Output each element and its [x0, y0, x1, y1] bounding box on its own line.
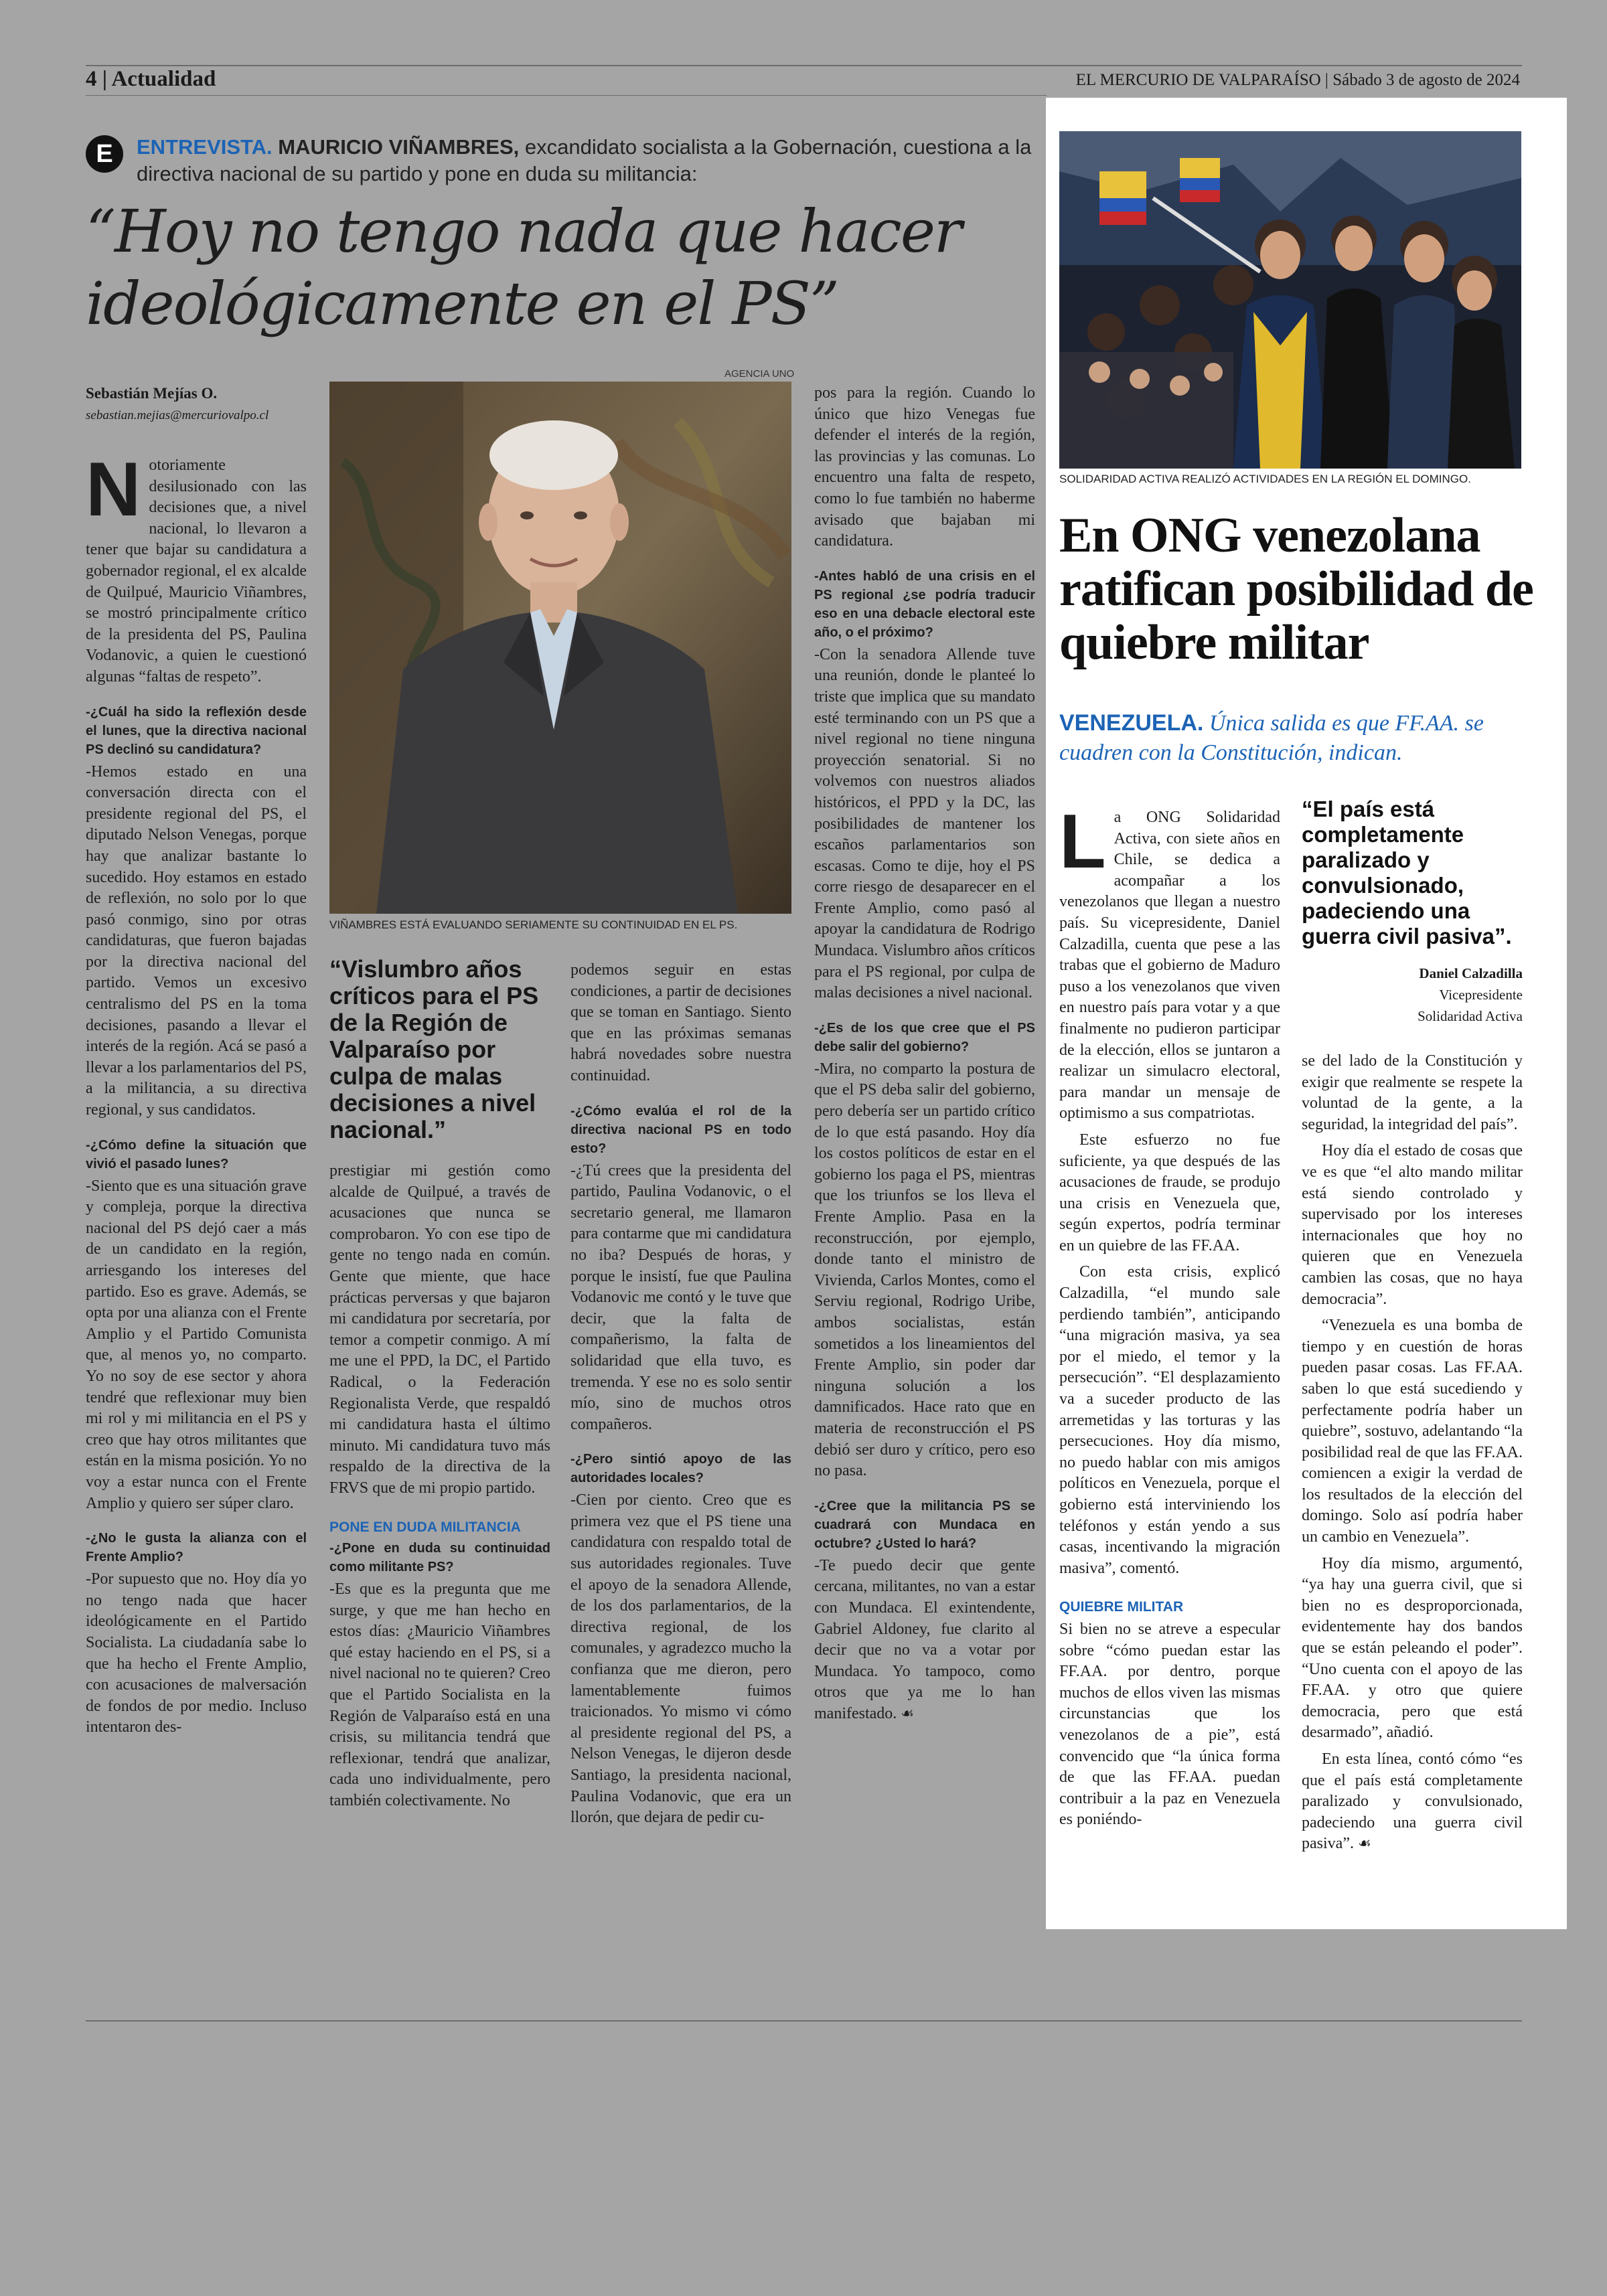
side-headline: En ONG venezolana ratifican posibilidad de quiebre militar — [1059, 508, 1533, 670]
intro-name: MAURICIO VIÑAMBRES, — [278, 135, 520, 159]
paragraph: se del lado de la Constitución y exigir que realmente se respete la voluntad de la gente, a la seguridad, la integridad del país”. — [1302, 1052, 1523, 1133]
paragraph: Este esfuerzo no fue suficiente, ya que después de las acusaciones de fraude, se produjo una crisis en Venezuela que, según expertos, podría terminar en un quiebre de las FF.AA. — [1059, 1131, 1280, 1254]
paragraph: Si bien no se atreve a especular sobre “cómo puedan estar las FF.AA. por dentro, porque muchos de ellos viven las mismas circunstancias que los venezolanos de a pie”, está convencido que “la única forma de que las FF.AA. puedan contribuir a la paz en Venezuela es poniéndo- — [1059, 1620, 1280, 1829]
answer: -Mira, no comparto la postura de que el PS deba salir del gobierno, pero debería ser un partido crítico de lo que está pasando. Hoy día los costos políticos de estar en el gobierno los paga el PS, mientras que los triunfos se los lleva el Frente Amplio. Pasa en la reconstrucción, por ejemplo, donde tanto el ministro de Vivienda, Carlos Montes, como el Serviu regional, Rodrigo Uribe, ambos socialistas, están sometidos a los lineamientos del Frente Amplio, sin poder dar ninguna solución a los damnificados. Hace rato que en materia de reconstrucción el PS debió ser duro y crítico, pero eso no pasa. — [814, 1060, 1035, 1480]
main-column-1 — [86, 447, 307, 1744]
event-photo-caption: SOLIDARIDAD ACTIVA REALIZÓ ACTIVIDADES EN LA REGIÓN EL DOMINGO. — [1059, 473, 1471, 485]
author-email: sebastian.mejias@mercuriovalpo.cl — [86, 408, 269, 422]
main-column-4 — [814, 383, 1035, 1730]
paragraph: Hoy día el estado de cosas que ve es que “el alto mando militar está siendo controlado y supervisado por los intereses internacionales que hoy no quieren que en Venezuela cambien las cosas, que no haya democracia”. — [1302, 1142, 1523, 1308]
drop-cap: N — [86, 447, 141, 532]
question: -¿Cómo evalúa el rol de la directiva nacional PS en todo esto? — [570, 1103, 791, 1156]
answer: -Es que es la pregunta que me surge, y que me han hecho en estos días: ¿Mauricio Viñambres qué estay haciendo en el PS, si a nivel nacional no te quieren? Creo que el Partido Socialista en la Región de Valparaíso está en una crisis, su militancia tendrá que reflexionar, tendrá que analizar, cada uno individualmente, pero también colectivamente. No — [329, 1580, 550, 1810]
end-mark-icon: ☙ — [901, 1705, 915, 1722]
side-column-1 — [1059, 799, 1280, 1836]
footer-rule — [86, 2020, 1522, 2022]
paragraph: Hoy día mismo, argumentó, “ya hay una guerra civil, que si bien no es desproporcionada, evidentemente hay dos bandos que se están peleando el poder”. “Uno cuenta con el apoyo de las FF.AA. y otro que quiere democracia, pero que está desarmado”, añadió. — [1302, 1554, 1523, 1742]
section-label: 4 | Actualidad — [86, 67, 216, 91]
answer: -Con la senadora Allende tuve una reunión, donde le planteé lo triste que implica que su mandato esté terminando con un PS que a nivel regional no tiene ninguna proyección senatorial. Si no volvemos con nuestros aliados históricos, el PPD y la DC, las posibilidades de mantener los escaños parlamentarios son escasas. Como te dije, hoy el PS corre riesgo de desaparecer en el Frente Amplio, como pasó al apoyar la candidatura de Rodrigo Mundaca. Vislumbro años críticos para el PS regional, por culpa de malas decisiones a nivel nacional. — [814, 645, 1035, 1002]
quote-organization: Solidaridad Activa — [1418, 1008, 1523, 1024]
answer: -Te puedo decir que gente cercana, militantes, no van a estar con Mundaca. El exintendente, Gabriel Aldoney, fue clarito al decir que no va a votar por Mundaca. Yo tampoco, como otros que ya me lo han manifestado. ☙ — [814, 1556, 1035, 1722]
main-headline: “Hoy no tengo nada que hacer ideológicamente en el PS” — [86, 197, 961, 338]
issue-date: Sábado 3 de agosto de 2024 — [1332, 71, 1520, 89]
side-column-2 — [1302, 1051, 1523, 1860]
end-mark-icon: ☙ — [1357, 1835, 1371, 1853]
side-dek — [1059, 708, 1541, 768]
masthead-name: EL MERCURIO DE VALPARAÍSO — [1075, 71, 1321, 89]
section-name: Actualidad — [111, 67, 216, 91]
paragraph: “Venezuela es una bomba de tiempo y en cuestión de horas pueden pasar cosas. Las FF.AA. saben lo que está sucediendo y perfectamente podría haber un quiebre”, sostuvo, adelantando “la posibilidad real de que las FF.AA. comiencen a exigir la verdad de los resultados de la elección del domingo. Solo así podría haber un cambio en Venezuela”. — [1302, 1317, 1523, 1546]
side-pull-quote: “El país está completamente paralizado y convulsionado, padeciendo una guerra civil pasiva”. — [1302, 797, 1512, 949]
lead-paragraph: La ONG Solidaridad Activa, con siete años en Chile, se dedica a acompañar a los venezolanos que llegan a nuestro país. Su vicepresidente, Daniel Calzadilla, cuenta que pese a las trabas que el gobierno de Maduro puso a los venezolanos que viven en nuestro país para votar y a que finalmente no pudieron participar de la elección, ellos se juntaron a realizar un simulacro electoral, para mandar un mensaje de optimismo a sus compatriotas. — [1059, 799, 1280, 1123]
venezuela-event-photo — [1059, 131, 1521, 469]
answer: -Siento que es una situación grave y compleja, porque la directiva nacional del PS dejó caer a más de un candidato en la región, arriesgando los intereses del partido. Eso es grave. Además, se opta por una alianza con el Frente Amplio y el Partido Comunista que, al menos yo, no comparto. Yo no soy de ese sector y ahora tendré que reflexionar muy bien mi rol y mi militancia en el PS y creo que hay otros militantes que están en la misma posición. Yo no voy a estar nunca con el Frente Amplio y quiero ser súper claro. — [86, 1177, 307, 1512]
quote-name: Daniel Calzadilla — [1419, 965, 1523, 981]
quote-role: Vicepresidente — [1439, 987, 1523, 1003]
portrait-caption: VIÑAMBRES ESTÁ EVALUANDO SERIAMENTE SU CONTINUIDAD EN EL PS. — [329, 918, 738, 931]
subhead: PONE EN DUDA MILITANCIA — [329, 1519, 521, 1535]
byline: Sebastián Mejías O. — [86, 385, 218, 402]
answer: -Hemos estado en una conversación directa con el presidente regional del PS, el diputado Nelson Venegas, porque hay que analizar bastante lo sucedido. Hoy estamos en estado de reflexión, no solo por lo que pasó conmigo, sino por otras candidaturas, que fueron bajadas por la directiva nacional del partido. Vemos un excesivo centralismo del PS en la toma decisiones, pasando a llevar el interés de la región. Acá se pasó a llevar a los parlamentarios del PS, a la militancia, a su directiva regional, y sus candidatos. — [86, 762, 307, 1119]
portrait-illustration — [329, 382, 791, 914]
answer: -Cien por ciento. Creo que es primera vez que el PS tiene una candidatura con respaldo total de sus autoridades regionales. Tuve el apoyo de la senadora Allende, de los dos parlamentarios, de la directiva regional, de los comunales, y agradezco mucho la confianza que me dieron, pero lamentablemente fuimos traicionados. Yo mismo vi cómo al presidente regional del PS, a Nelson Venegas, le dijeron desde Santiago, la presidenta nacional, Paulina Vodanovic, que era un llorón, que dejara de pedir cu- — [570, 1491, 791, 1827]
header-rule-top — [86, 65, 1522, 66]
paragraph: Con esta crisis, explicó Calzadilla, “el mundo sale perdiendo también”, anticipando “una migración masiva, ya sea por el miedo, el temor y la persecución”. “El desplazamiento va a suceder producto de las arremetidas y las torturas y las persecuciones. Hoy día mismo, no puedo hablar con mis amigos políticos en Venezuela, porque el gobierno está interviniendo los teléfonos y están yendo a sus casas, incentivando la migración masiva”, comentó. — [1059, 1263, 1280, 1577]
page-number: 4 — [86, 67, 97, 91]
side-subhead: QUIEBRE MILITAR — [1059, 1599, 1184, 1615]
main-column-2 — [329, 1161, 550, 1817]
pull-quote: “Vislumbro años críticos para el PS de la Región de Valparaíso por culpa de malas decisiones a nivel nacional.” — [329, 955, 539, 1143]
answer: -Por supuesto que no. Hoy día yo no tengo nada que hacer ideológicamente en el Partido Socialista. La ciudadanía sabe lo que ha hecho el Frente Amplio, con acusaciones de malversación de fondos de por medio. Incluso intentaron des- — [86, 1570, 307, 1736]
question: -¿Es de los que cree que el PS debe salir del gobierno? — [814, 1020, 1035, 1054]
paragraph: pos para la región. Cuando lo único que hizo Venegas fue defender el interés de la región, las provincias y las comunas. Lo encuentro una falta de respeto, como lo fue también no haberme avisado que bajaban mi candidatura. — [814, 384, 1035, 550]
intro-text: excandidato socialista a la Gobernación, cuestiona a la directiva nacional de su partido y pone en duda su militancia: — [137, 135, 1032, 185]
question: -Antes habló de una crisis en el PS regional ¿se podría traducir eso en una debacle electoral este año, o el próximo? — [814, 568, 1035, 640]
crowd-illustration — [1059, 131, 1521, 469]
quote-attribution — [1302, 963, 1523, 1027]
paragraph: En esta línea, contó cómo “es que el país está completamente paralizado y convulsionado, padeciendo una guerra civil pasiva”. ☙ — [1302, 1750, 1523, 1853]
portrait-photo — [329, 382, 791, 914]
lead-paragraph: Notoriamente desilusionado con las decisiones que, a nivel nacional, lo llevaron a tener que bajar su candidatura a gobernador regional, el ex alcalde de Quilpué, Mauricio Viñambres, se mostró principalmente crítico de la presidenta del PS, Paulina Vodanovic, a quien le cuestionó algunas “faltas de respeto”. — [86, 447, 307, 685]
question: -¿Cuál ha sido la reflexión desde el lunes, que la directiva nacional PS declinó su candidatura? — [86, 704, 307, 757]
article-intro — [137, 134, 1034, 187]
header-rule-bottom — [86, 95, 1047, 96]
dek-text: Única salida es que FF.AA. se cuadren con la Constitución, indican. — [1059, 711, 1484, 765]
question: -¿No le gusta la alianza con el Frente Amplio? — [86, 1531, 307, 1565]
answer: -¿Tú crees que la presidenta del partido, Paulina Vodanovic, o el secretario general, me llamaron para contarme que mi candidatura no iba? Después de horas, y porque le insistí, fue que Paulina Vodanovic me contó y le tuve que decir, que la falta de compañerismo, la falta de solidaridad que ella tuvo, es tremenda. Y ese no es solo sentir mío, sino de muchos otros compañeros. — [570, 1161, 791, 1433]
main-column-3 — [570, 960, 791, 1834]
question: -¿Pone en duda su continuidad como militante PS? — [329, 1541, 550, 1575]
dek-kicker: VENEZUELA. — [1059, 710, 1204, 736]
masthead: EL MERCURIO DE VALPARAÍSO | Sábado 3 de agosto de 2024 — [1075, 71, 1520, 89]
drop-cap: L — [1059, 799, 1106, 884]
question: -¿Pero sintió apoyo de las autoridades locales? — [570, 1452, 791, 1486]
paragraph: podemos seguir en estas condiciones, a partir de decisiones que se toman en Santiago. Siento que en las próximas semanas habrá novedades sobre nuestra continuidad. — [570, 961, 791, 1084]
interview-badge: E — [86, 135, 123, 173]
paragraph: prestigiar mi gestión como alcalde de Quilpué, a través de acusaciones que nunca se comprobaron. Yo con ese tipo de gente no tengo nada en común. Gente que miente, que hace prácticas perversas y que bajaron mi candidatura por secretaría, por temor a competir conmigo. A mí me une el PPD, la DC, el Partido Radical, o la Federación Regionalista Verde, que respaldó mi candidatura hasta el último minuto. Mi candidatura tuvo más respaldo de la directiva de la FRVS que de mi propio partido. — [329, 1162, 550, 1497]
photo-credit: AGENCIA UNO — [724, 368, 795, 380]
question: -¿Cree que la militancia PS se cuadrará con Mundaca en octubre? ¿Usted lo hará? — [814, 1498, 1035, 1551]
intro-kicker: ENTREVISTA. — [137, 135, 273, 159]
question: -¿Cómo define la situación que vivió el pasado lunes? — [86, 1137, 307, 1171]
